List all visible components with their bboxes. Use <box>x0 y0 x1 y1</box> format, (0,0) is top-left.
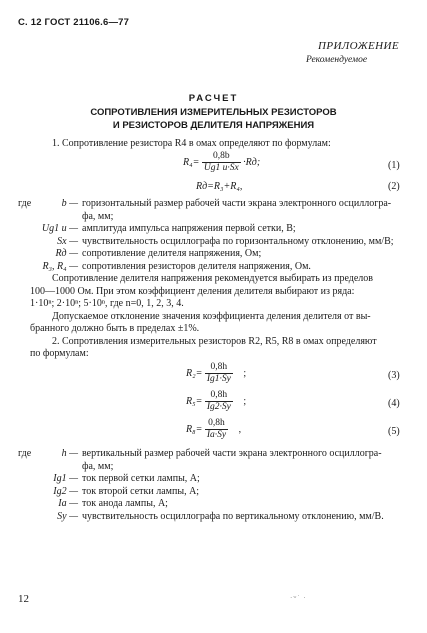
formula-3-lhs: R₂= <box>186 367 203 379</box>
section1-intro: 1. Сопротивление резистора R4 в омах определяют по формулам: <box>52 138 331 149</box>
section2-intro-line-1: 2. Сопротивления измерительных резисторов R2, R5, R8 в омах определяют <box>52 335 377 347</box>
defs1-symbol: Sx — <box>57 235 78 247</box>
defs2-where: где <box>18 448 32 459</box>
formula-3-fraction <box>205 362 233 385</box>
formula-5-numerator: 0,8h <box>205 418 228 430</box>
formula-4-numerator: 0,8h <box>205 390 233 402</box>
formula-1-fraction <box>202 151 241 174</box>
paragraph-2-line-1: Допускаемое отклонение значения коэффициента деления делителя от вы- <box>52 310 371 322</box>
section2-intro-line-2: по формулам: <box>30 348 89 359</box>
equation-number-4: (4) <box>388 398 400 409</box>
defs2-symbol: Iа — <box>58 498 78 509</box>
formula-5 <box>186 418 241 441</box>
formula-5-fraction <box>205 418 228 441</box>
defs1-text: сопротивления резисторов делителя напряжения, Ом. <box>82 260 311 272</box>
formula-4-denominator: Ig2·Sy <box>206 402 231 412</box>
paragraph-2-line-2: бранного должно быть в пределах ±1%. <box>30 323 200 334</box>
defs2-text: фа, мм; <box>82 460 114 472</box>
title-line-2: СОПРОТИВЛЕНИЯ ИЗМЕРИТЕЛЬНЫХ РЕЗИСТОРОВ <box>90 107 337 118</box>
formula-3-tail: ; <box>243 367 247 379</box>
defs1-where: где <box>18 198 32 209</box>
formula-1-numerator: 0,8b <box>202 151 241 163</box>
formula-4-tail: ; <box>243 395 247 407</box>
title-line-1: РАСЧЕТ <box>188 93 239 104</box>
title-line-3: И РЕЗИСТОРОВ ДЕЛИТЕЛЯ НАПРЯЖЕНИЯ <box>112 120 315 131</box>
running-header: С. 12 ГОСТ 21106.6—77 <box>18 17 130 28</box>
equation-number-2: (2) <box>388 181 400 192</box>
paragraph-1-line-2: 100—1000 Ом. При этом коэффициент деления делителя выбирают из ряда: <box>30 285 355 297</box>
defs1-symbol: b — <box>61 198 78 209</box>
paragraph-1-line-1: Сопротивление делителя напряжения рекомендуется выбирать из пределов <box>52 273 373 284</box>
defs2-text: ток анода лампы, А; <box>82 498 168 509</box>
formula-5-denominator: Iа·Sy <box>206 430 227 440</box>
equation-number-5: (5) <box>388 426 400 437</box>
formula-3-denominator: Ig1·Sy <box>206 374 231 384</box>
formula-3-numerator: 0,8h <box>205 362 233 374</box>
appendix-label: ПРИЛОЖЕНИЕ <box>318 40 399 52</box>
formula-1-denominator: Ug1 и·Sx <box>203 163 239 173</box>
formula-1-rhs: ·Rд; <box>243 156 261 168</box>
formula-4-fraction <box>205 390 233 413</box>
defs2-symbol: Ig2 — <box>53 485 78 497</box>
formula-1-lhs: R₄= <box>183 156 200 168</box>
defs2-list <box>0 448 427 538</box>
defs1-symbol: Rд — <box>55 248 78 259</box>
defs2-symbol: h — <box>61 448 78 459</box>
formula-5-tail: , <box>238 423 242 435</box>
defs1-symbol: R₃, R₄ — <box>42 260 78 272</box>
defs1-text: амплитуда импульса напряжения первой сетки, В; <box>82 223 296 234</box>
appendix-status: Рекомендуемое <box>306 55 368 65</box>
equation-number-1: (1) <box>388 160 400 171</box>
paragraph-1-line-3: 1·10ⁿ; 2·10ⁿ; 5·10ⁿ, где n=0, 1, 2, 3, 4. <box>30 298 184 309</box>
print-marks: ·ʷ˙ · <box>290 594 307 602</box>
defs2-text: чувствительность осциллографа по вертикальному отклонению, мм/В. <box>82 510 384 522</box>
defs2-text: ток первой сетки лампы, А; <box>82 473 200 484</box>
formula-4 <box>186 390 246 413</box>
defs1-text: горизонтальный размер рабочей части экрана электронного осциллогра- <box>82 198 392 209</box>
equation-number-3: (3) <box>388 370 400 381</box>
defs1-symbol: Ug1 и — <box>41 223 78 234</box>
page-number: 12 <box>18 593 29 605</box>
defs1-text: фа, мм; <box>82 210 114 222</box>
formula-3 <box>186 362 246 385</box>
defs2-symbol: Sy — <box>57 510 78 522</box>
formula-4-lhs: R₅= <box>186 395 203 407</box>
defs2-symbol: Ig1 — <box>53 473 78 484</box>
formula-1 <box>183 151 260 174</box>
defs2-text: вертикальный размер рабочей части экрана электронного осциллогра- <box>82 448 382 459</box>
formula-2: Rд=R₃+R₄, <box>196 181 243 192</box>
defs2-text: ток второй сетки лампы, А; <box>82 485 200 497</box>
formula-5-lhs: R₈= <box>186 423 203 435</box>
defs1-text: чувствительность осциллографа по горизонтальному отклонению, мм/В; <box>82 235 394 247</box>
defs1-text: сопротивление делителя напряжения, Ом; <box>82 248 262 259</box>
